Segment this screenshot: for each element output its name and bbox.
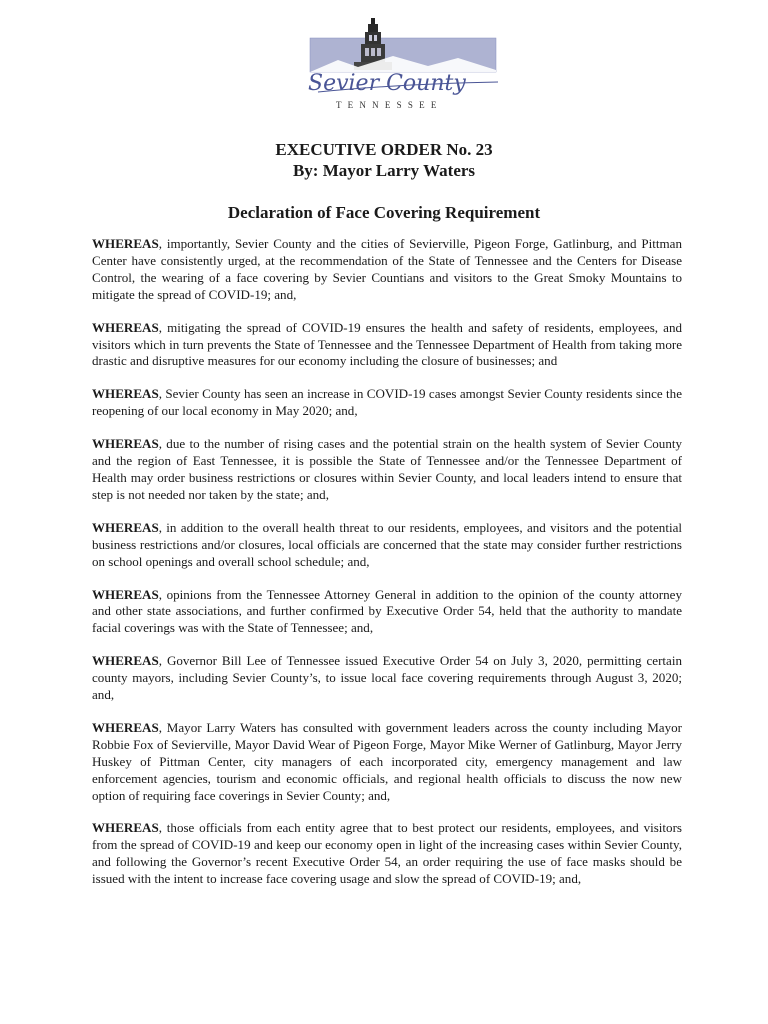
whereas-paragraph — [92, 653, 682, 704]
whereas-keyword: WHEREAS — [92, 820, 159, 836]
courthouse-logo-icon — [298, 12, 508, 112]
whereas-paragraph — [92, 520, 682, 571]
state-name-text: T E N N E S S E E — [336, 100, 439, 110]
paragraph-text: , opinions from the Tennessee Attorney General in addition to the opinion of the county attorney and other state associations, and further confirmed by Executive Order 54, held that the authority to mandate facial coverings was with the State of Tennessee; and, — [92, 586, 682, 636]
whereas-keyword: WHEREAS — [92, 319, 159, 335]
whereas-paragraph — [92, 820, 682, 888]
whereas-keyword: WHEREAS — [92, 719, 159, 735]
whereas-keyword: WHEREAS — [92, 586, 159, 602]
county-script-text: Sevier County — [308, 71, 466, 96]
declaration-title: Declaration of Face Covering Requirement — [227, 203, 541, 222]
by-line: By: Mayor Larry Waters — [292, 161, 476, 180]
whereas-paragraph — [92, 236, 682, 304]
whereas-keyword: WHEREAS — [92, 653, 159, 669]
order-body — [92, 236, 682, 904]
whereas-paragraph — [92, 587, 682, 638]
whereas-paragraph — [92, 720, 682, 805]
paragraph-text: , Mayor Larry Waters has consulted with government leaders across the county including Mayor Robbie Fox of Sevierville, Mayor David Wear of Pigeon Forge, Mayor Mike Werner of Gatlinburg, Mayor Jerry Huskey of Pittman Center, city managers of each incorporated city, emergency management and law enforcement agencies, tourism and economic officials, and regional health officials to discuss the now new option of requiring face coverings in Sevier County; and, — [92, 719, 682, 803]
whereas-paragraph — [92, 320, 682, 371]
paragraph-text: , importantly, Sevier County and the cities of Sevierville, Pigeon Forge, Gatlinburg, and Pittman Center have consistently urged, at the recommendation of the State of Tennessee and the Centers for Disease Control, the wearing of a face covering by Sevier Countians and visitors to the Great Smoky Mountains to mitigate the spread of COVID-19; and, — [92, 236, 682, 302]
sevier-county-logo — [298, 12, 508, 112]
paragraph-text: , Governor Bill Lee of Tennessee issued Executive Order 54 on July 3, 2020, permitting certain county mayors, including Sevier County’s, to issue local face covering requirements through August 3, 2020; and, — [92, 653, 682, 703]
whereas-keyword: WHEREAS — [92, 436, 159, 452]
paragraph-text: , mitigating the spread of COVID-19 ensures the health and safety of residents, employees, and visitors which in turn prevents the State of Tennessee and the Tennessee Department of Health from taking more drastic and disruptive measures for our economy including the closure of businesses; and — [92, 319, 682, 369]
whereas-keyword: WHEREAS — [92, 519, 159, 535]
whereas-keyword: WHEREAS — [92, 236, 159, 251]
whereas-keyword: WHEREAS — [92, 386, 159, 402]
paragraph-text: , those officials from each entity agree that to best protect our residents, employees, and visitors from the spread of COVID-19 and keep our economy open in light of the increasing cases within Sevier County, and following the Governor’s recent Executive Order 54, an order requiring the use of face masks should be issued with the intent to increase face covering usage and slow the spread of COVID-19; and, — [92, 820, 682, 887]
paragraph-text: , Sevier County has seen an increase in COVID-19 cases amongst Sevier County residents since the reopening of our local economy in May 2020; and, — [92, 386, 682, 419]
whereas-paragraph — [92, 436, 682, 504]
order-title: EXECUTIVE ORDER No. 23 — [275, 140, 493, 159]
whereas-paragraph — [92, 386, 682, 420]
paragraph-text: , due to the number of rising cases and the potential strain on the health system of Sevier County and the region of East Tennessee, it is possible the State of Tennessee and/or the Tennessee Department of Health may order business restrictions or closures within Sevier County, and local leaders intend to ensure that step is not needed nor taken by the state; and, — [92, 436, 682, 502]
paragraph-text: , in addition to the overall health threat to our residents, employees, and visitors and the potential business restrictions and/or closures, local officials are concerned that the state may consider further restrictions on school openings and overall school schedule; and, — [92, 519, 682, 569]
